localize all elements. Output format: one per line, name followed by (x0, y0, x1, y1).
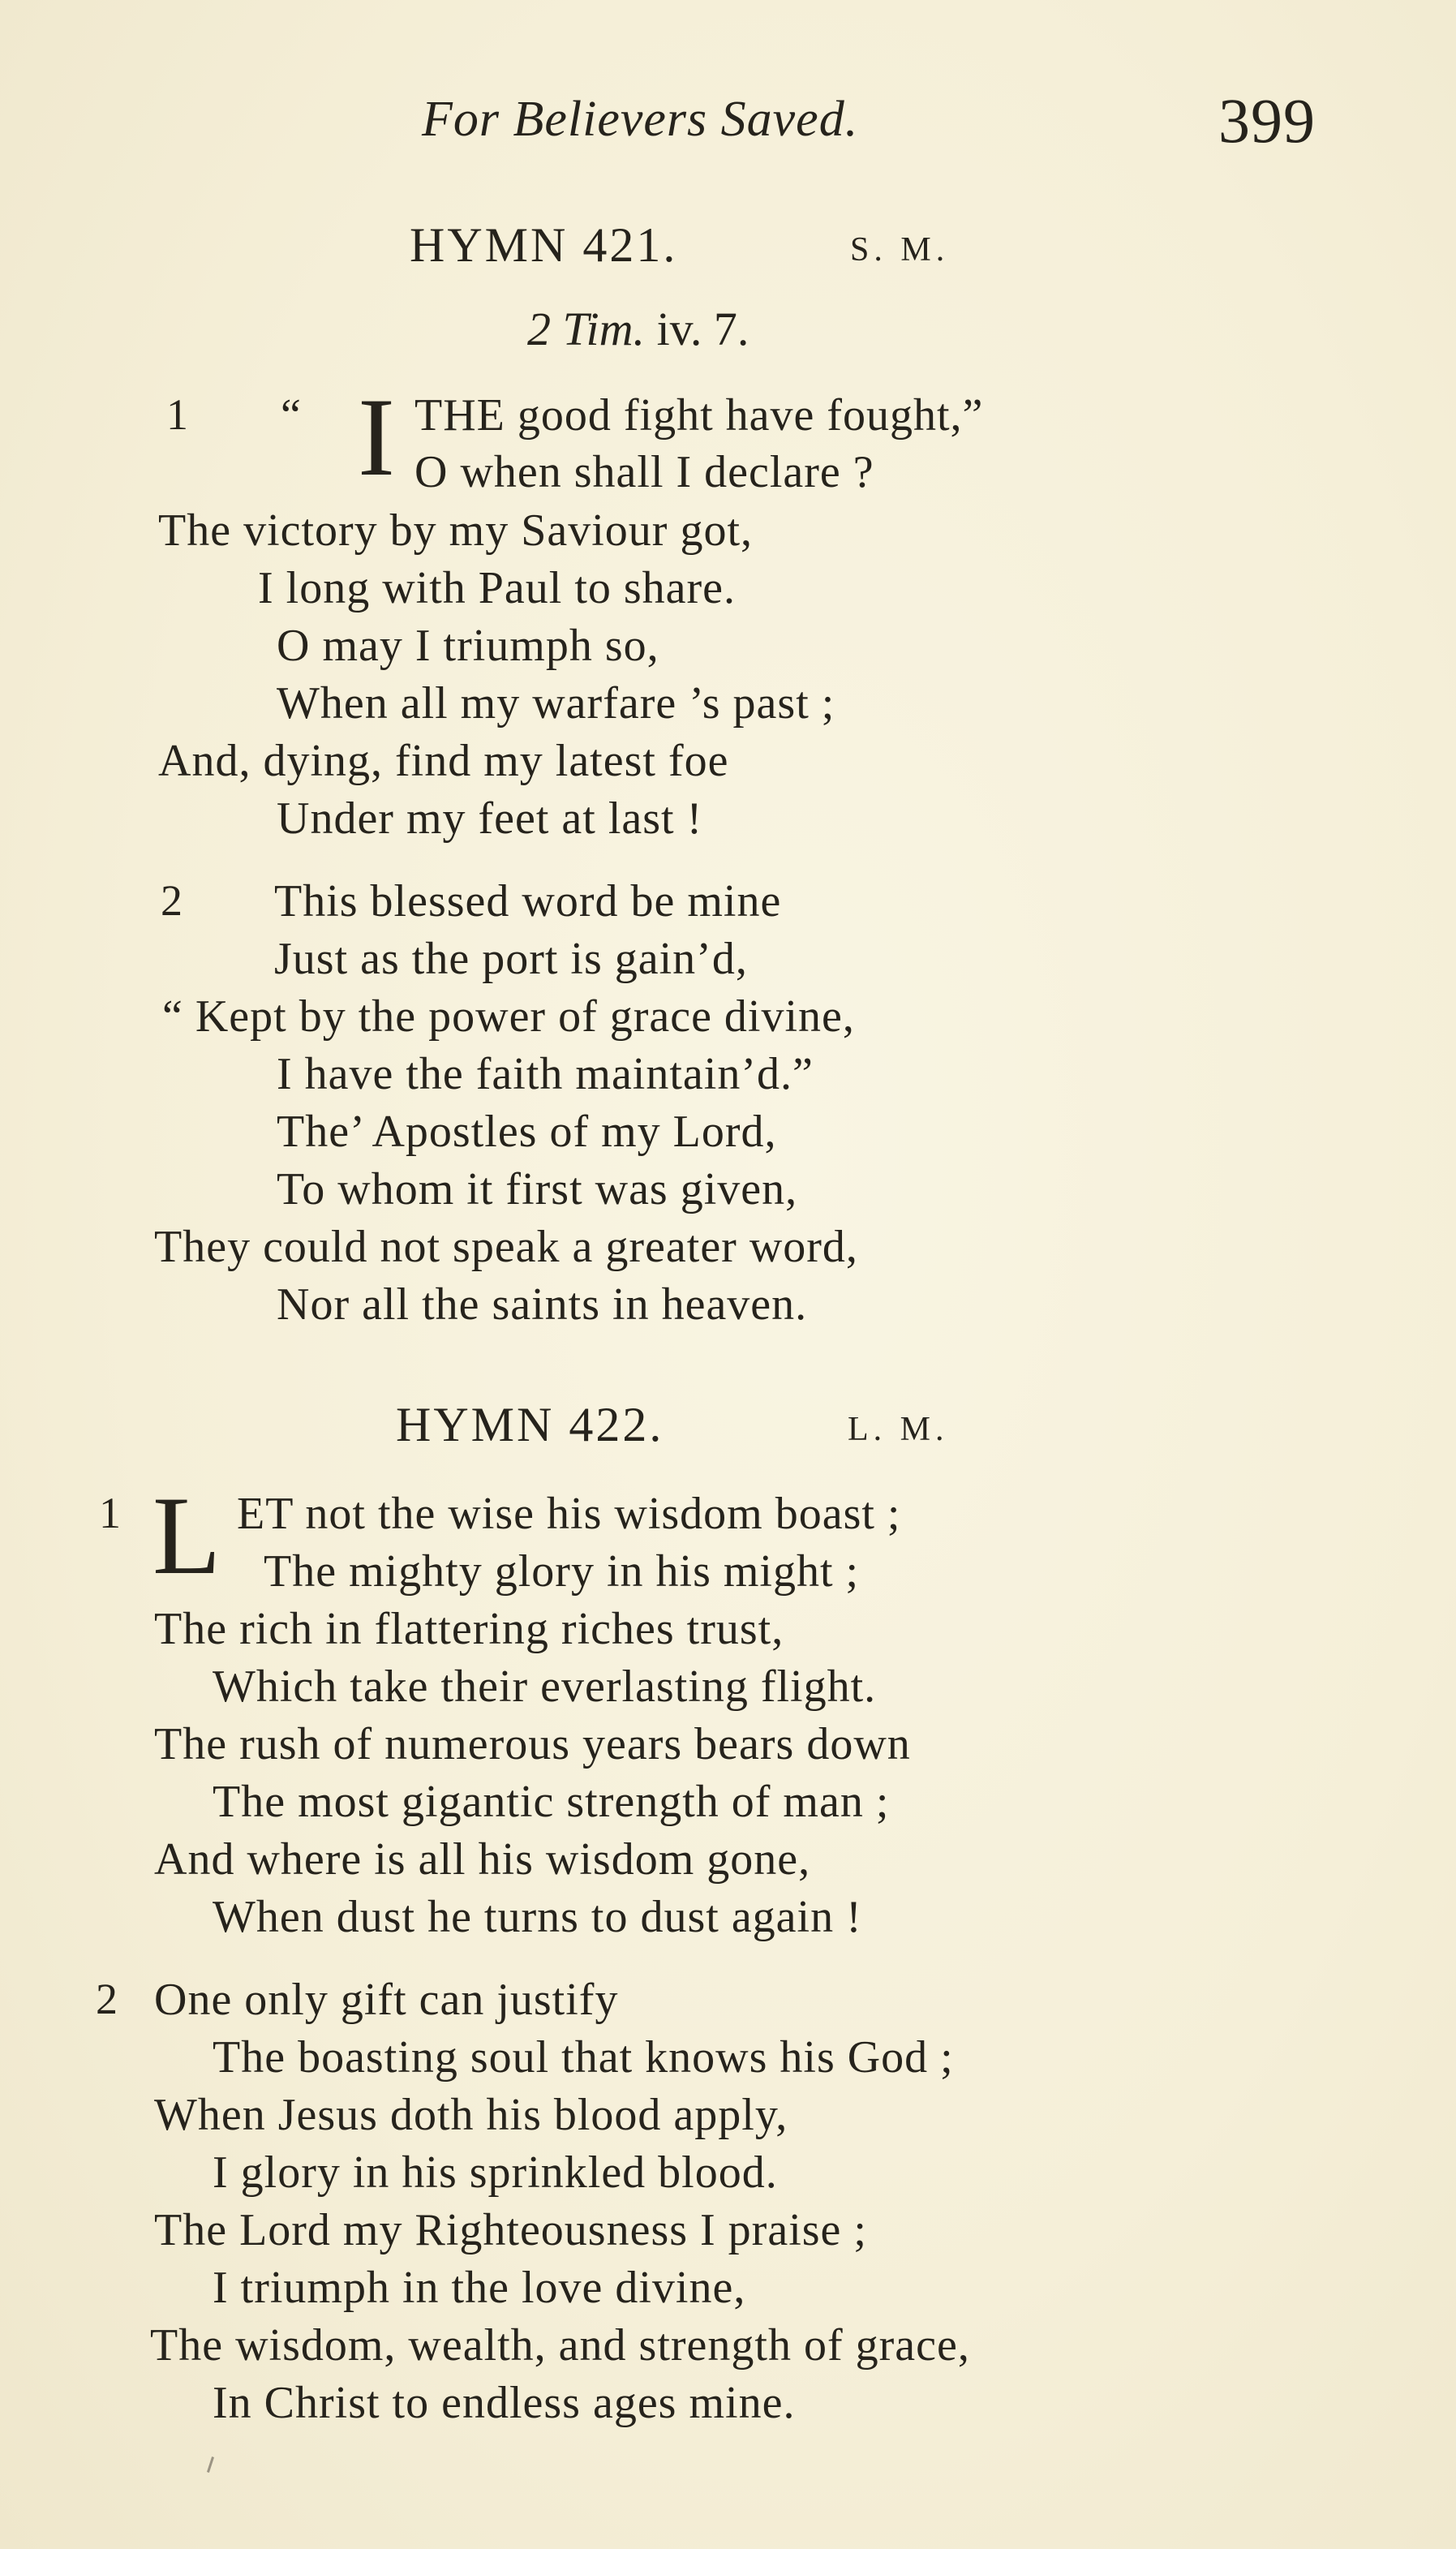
verse-line: The mighty glory in his might ; (264, 1546, 860, 1597)
page-number: 399 (1218, 85, 1316, 156)
verse-line: They could not speak a greater word, (154, 1222, 858, 1272)
verse-line: The Lord my Righteousness I praise ; (154, 2205, 867, 2255)
verse-line: THE good fight have fought,” (414, 390, 984, 441)
verse-line: O when shall I declare ? (414, 447, 874, 497)
verse-line: The rush of numerous years bears down (154, 1719, 911, 1769)
verse-line: Under my feet at last ! (277, 793, 703, 844)
scripture-chapter-verse: iv. 7. (656, 303, 749, 355)
hymn-title: HYMN 422. (396, 1398, 664, 1451)
verse-line: When all my warfare ’s past ; (277, 678, 835, 729)
verse-line: The victory by my Saviour got, (158, 505, 754, 556)
verse-line: In Christ to endless ages mine. (213, 2378, 796, 2428)
verse-line: Which take their everlasting flight. (213, 1661, 877, 1712)
drop-cap: L (152, 1473, 221, 1597)
scripture-book: 2 Tim. (527, 303, 646, 355)
hymn-title: HYMN 421. (410, 218, 678, 272)
verse-line: The boasting soul that knows his God ; (213, 2032, 954, 2083)
stanza-number: 2 (96, 1975, 118, 2023)
verse-line: The rich in flattering riches trust, (154, 1604, 784, 1654)
verse-line: O may I triumph so, (277, 621, 659, 671)
stray-ink-mark (207, 2457, 214, 2473)
verse-line: I have the faith maintain’d.” (277, 1049, 814, 1099)
drop-cap: I (358, 375, 395, 499)
verse-line: ET not the wise his wisdom boast ; (237, 1489, 901, 1539)
verse-line: One only gift can justify (154, 1975, 619, 2025)
stanza-number: 1 (166, 390, 188, 439)
verse-line: To whom it first was given, (277, 1164, 798, 1214)
stanza-number: 1 (99, 1489, 121, 1537)
verse-line: The most gigantic strength of man ; (213, 1777, 890, 1827)
open-quote-mark: “ (281, 390, 302, 441)
verse-line: When Jesus doth his blood apply, (154, 2090, 788, 2140)
verse-line: And where is all his wisdom gone, (154, 1834, 811, 1885)
verse-line: When dust he turns to dust again ! (213, 1892, 862, 1942)
verse-line: This blessed word be mine (274, 876, 782, 926)
hymn-meter: S. M. (850, 231, 950, 269)
verse-line: I glory in his sprinkled blood. (213, 2147, 778, 2198)
hymn-meter: L. M. (848, 1411, 949, 1448)
scripture-reference (527, 302, 749, 356)
verse-line: “ Kept by the power of grace divine, (162, 991, 855, 1042)
verse-line: Nor all the saints in heaven. (277, 1279, 808, 1330)
verse-line: Just as the port is gain’d, (274, 934, 748, 984)
stanza-number: 2 (161, 876, 183, 925)
verse-line: I triumph in the love divine, (213, 2263, 746, 2313)
running-head: For Believers Saved. (422, 92, 859, 147)
verse-line: The wisdom, wealth, and strength of grace, (150, 2320, 970, 2371)
verse-line: And, dying, find my latest foe (158, 736, 729, 786)
verse-line: I long with Paul to share. (258, 563, 737, 613)
verse-line: The’ Apostles of my Lord, (277, 1107, 777, 1157)
